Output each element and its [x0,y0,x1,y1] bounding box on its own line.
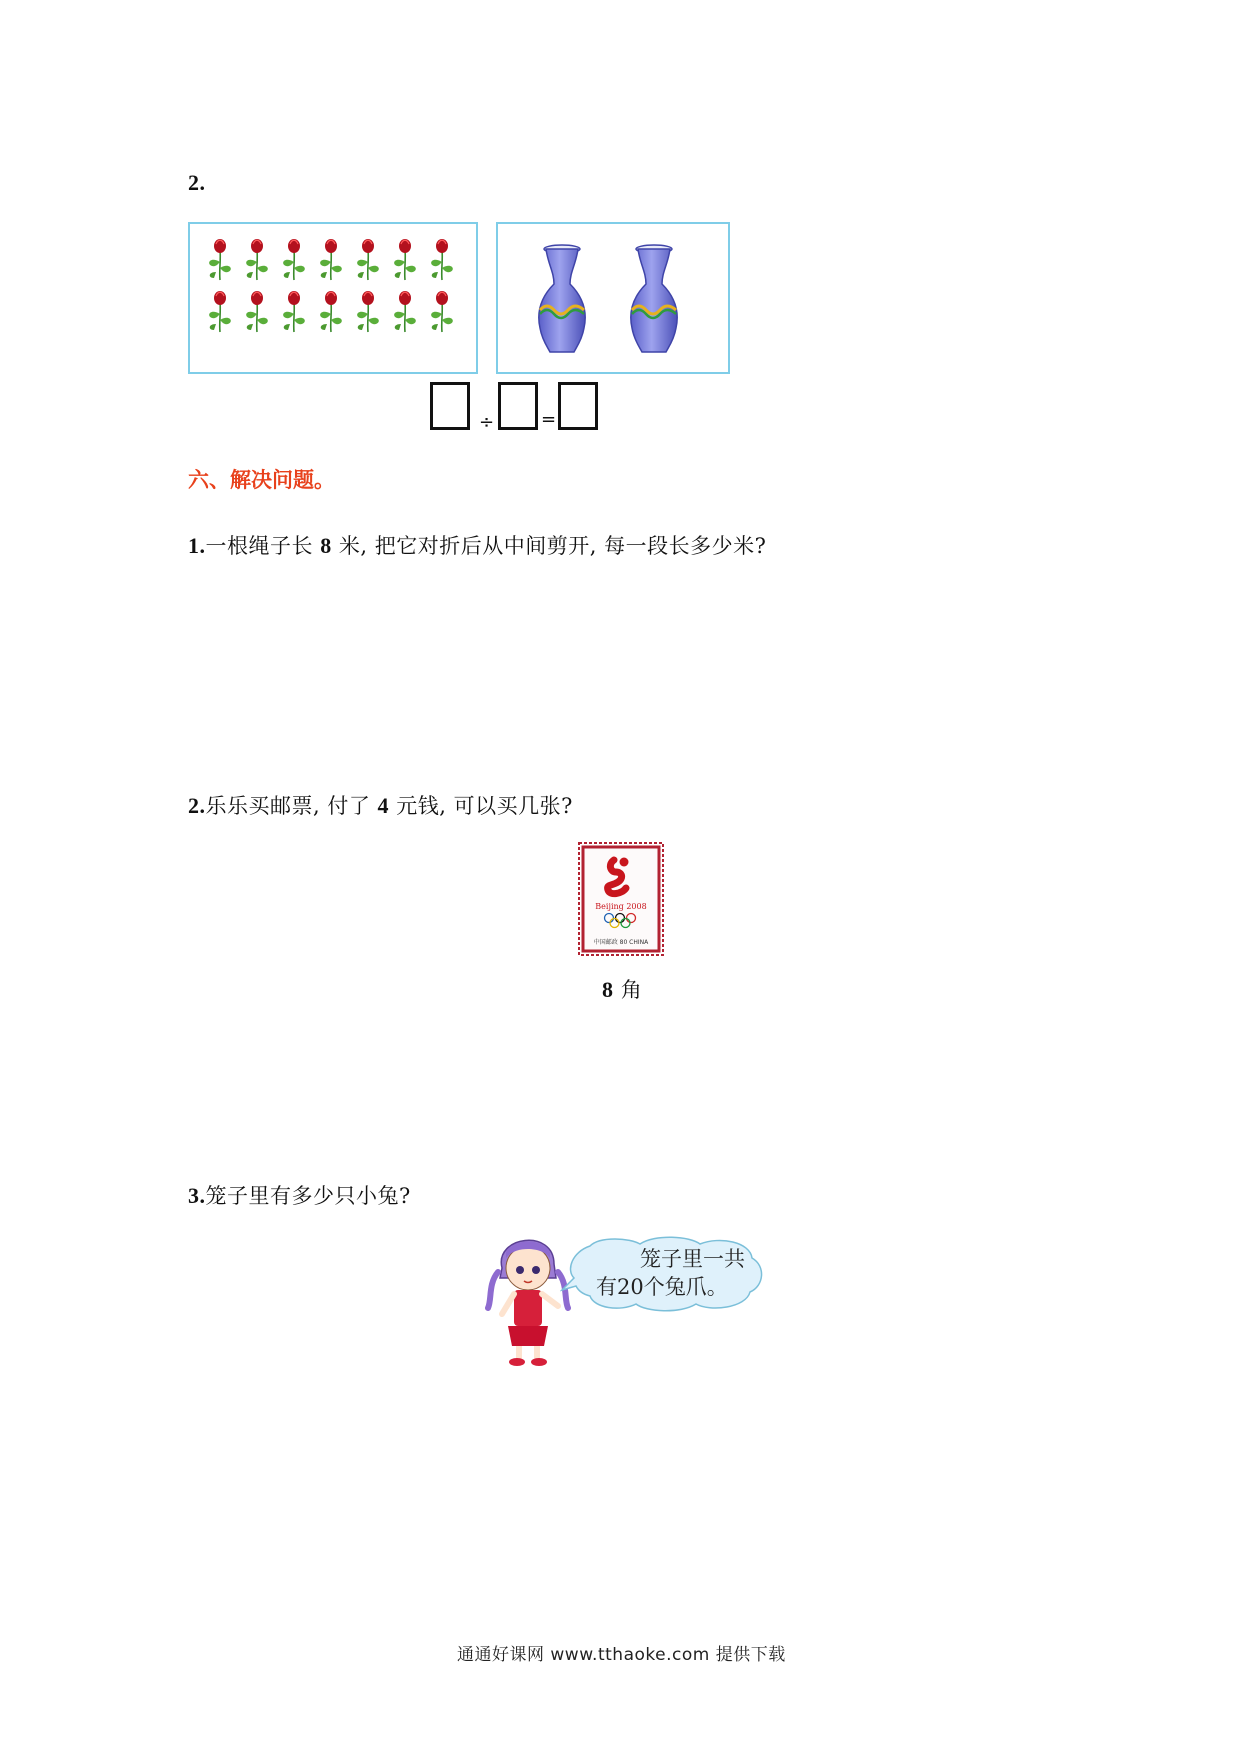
rose-icon [209,291,231,332]
stamp-price: 8 角 [602,977,643,1002]
vase-left [539,245,585,352]
divisor-blank[interactable] [498,382,538,430]
rose-icon [246,239,268,280]
question-1: 1.一根绳子长 8 米, 把它对折后从中间剪开, 每一段长多少米? [188,533,767,558]
stamp-logo-text: Beijing 2008 [595,902,647,911]
speech-bubble [560,1234,766,1314]
roses-illustration [190,224,476,372]
rose-icon [431,239,453,280]
quotient-blank[interactable] [558,382,598,430]
olympic-stamp [578,842,664,956]
equals-sign: = [541,409,557,430]
footer-text: 通通好课网 www.tthaoke.com 提供下载 [457,1645,786,1665]
stamp-illustration [578,842,664,956]
rose-icon [394,239,416,280]
bubble-line-2: 有20个兔爪。 [596,1275,728,1299]
rose-icon [320,239,342,280]
divide-sign: ÷ [479,412,495,433]
section-title: 六、解决问题。 [188,467,335,492]
rose-icon [246,291,268,332]
question-3: 3.笼子里有多少只小兔? [188,1183,411,1208]
question-2: 2.乐乐买邮票, 付了 4 元钱, 可以买几张? [188,793,573,818]
roses-picture [188,222,478,374]
rose-icon [283,239,305,280]
rose-icon [394,291,416,332]
vases-picture [496,222,730,374]
dividend-blank[interactable] [430,382,470,430]
part2-number: 2. [188,170,206,195]
rose-icon [209,239,231,280]
rose-icon [283,291,305,332]
rose-icon [431,291,453,332]
rose-icon [357,239,379,280]
stamp-bottom-text: 中国邮政 80 CHINA [593,939,649,946]
bubble-line-1: 笼子里一共 [640,1247,745,1271]
rose-icon [357,291,379,332]
vases-illustration [498,224,728,372]
rose-icon [320,291,342,332]
vase-right [631,245,677,352]
